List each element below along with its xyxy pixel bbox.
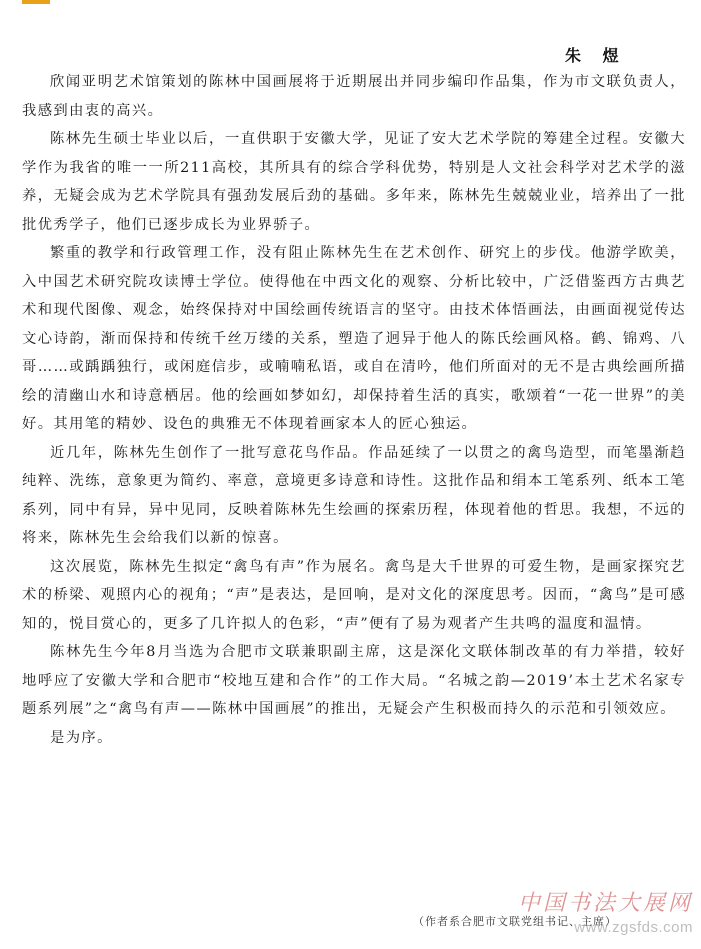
paragraph-5: 这次展览，陈林先生拟定“禽鸟有声”作为展名。禽鸟是大千世界的可爱生物，是画家探究艺术的桥梁、观照内心的视角；“声”是表达，是回响，是对文化的深度思考。因而，“禽鸟”是可感知的，悦目赏心的，更多了几许拟人的色彩，“声”便有了易为观者产生共鸣的温度和温情。 xyxy=(22,558,686,632)
closing-line: 是为序。 xyxy=(50,729,113,746)
article-body xyxy=(22,68,686,766)
paragraph-2: 陈林先生硕士毕业以后，一直供职于安徽大学，见证了安大艺术学院的筹建全过程。安徽大学作为我省的唯一一所211高校，其所具有的综合学科优势，特别是人文社会科学对艺术学的滋养，无疑会成为艺术学院具有强劲发展后劲的基础。多年来，陈林先生兢兢业业，培养出了一批批优秀学子，他们已逐步成长为业界骄子。 xyxy=(22,131,686,233)
watermark-site-name: 中国书法大展网 xyxy=(517,891,693,916)
author-name: 朱 煜 xyxy=(565,46,627,65)
paragraph-1: 欣闻亚明艺术馆策划的陈林中国画展将于近期展出并同步编印作品集，作为市文联负责人，我感到由衷的高兴。 xyxy=(22,74,686,119)
watermark-url: www.zgsfds.com xyxy=(574,919,693,936)
paragraph-3: 繁重的教学和行政管理工作，没有阻止陈林先生在艺术创作、研究上的步伐。他游学欧美，入中国艺术研究院攻读博士学位。使得他在中西文化的观察、分析比较中，广泛借鉴西方古典艺术和现代图像、观念，始终保持对中国绘画传统语言的坚守。由技术体悟画法，由画面视觉传达文心诗韵，渐而保持和传统千丝万缕的关系，塑造了迥异于他人的陈氏绘画风格。鹤、锦鸡、八哥……或踽踽独行，或闲庭信步，或喃喃私语，或自在清吟，他们所面对的无不是古典绘画所描绘的清幽山水和诗意栖居。他的绘画如梦如幻，却保持着生活的真实，歌颂着“一花一世界”的美好。其用笔的精妙、设色的典雅无不体现着画家本人的匠心独运。 xyxy=(22,245,686,432)
top-accent-bar xyxy=(22,0,50,4)
paragraph-6: 陈林先生今年8月当选为合肥市文联兼职副主席，这是深化文联体制改革的有力举措，较好地呼应了安徽大学和合肥市“校地互建和合作”的工作大局。“名城之韵—2019’本土艺术名家专题系列展”之“禽鸟有声——陈林中国画展”的推出，无疑会产生积极而持久的示范和引领效应。 xyxy=(22,644,686,717)
paragraph-4: 近几年，陈林先生创作了一批写意花鸟作品。作品延续了一以贯之的禽鸟造型，而笔墨渐趋纯粹、洗练，意象更为简约、率意，意境更多诗意和诗性。这批作品和绢本工笔系列、纸本工笔系列，同中有异，异中见同，反映着陈林先生绘画的探索历程，体现着他的哲思。我想，不远的将来，陈林先生会给我们以新的惊喜。 xyxy=(22,444,686,546)
author-footnote: （作者系合肥市文联党组书记、主席） xyxy=(413,915,617,928)
